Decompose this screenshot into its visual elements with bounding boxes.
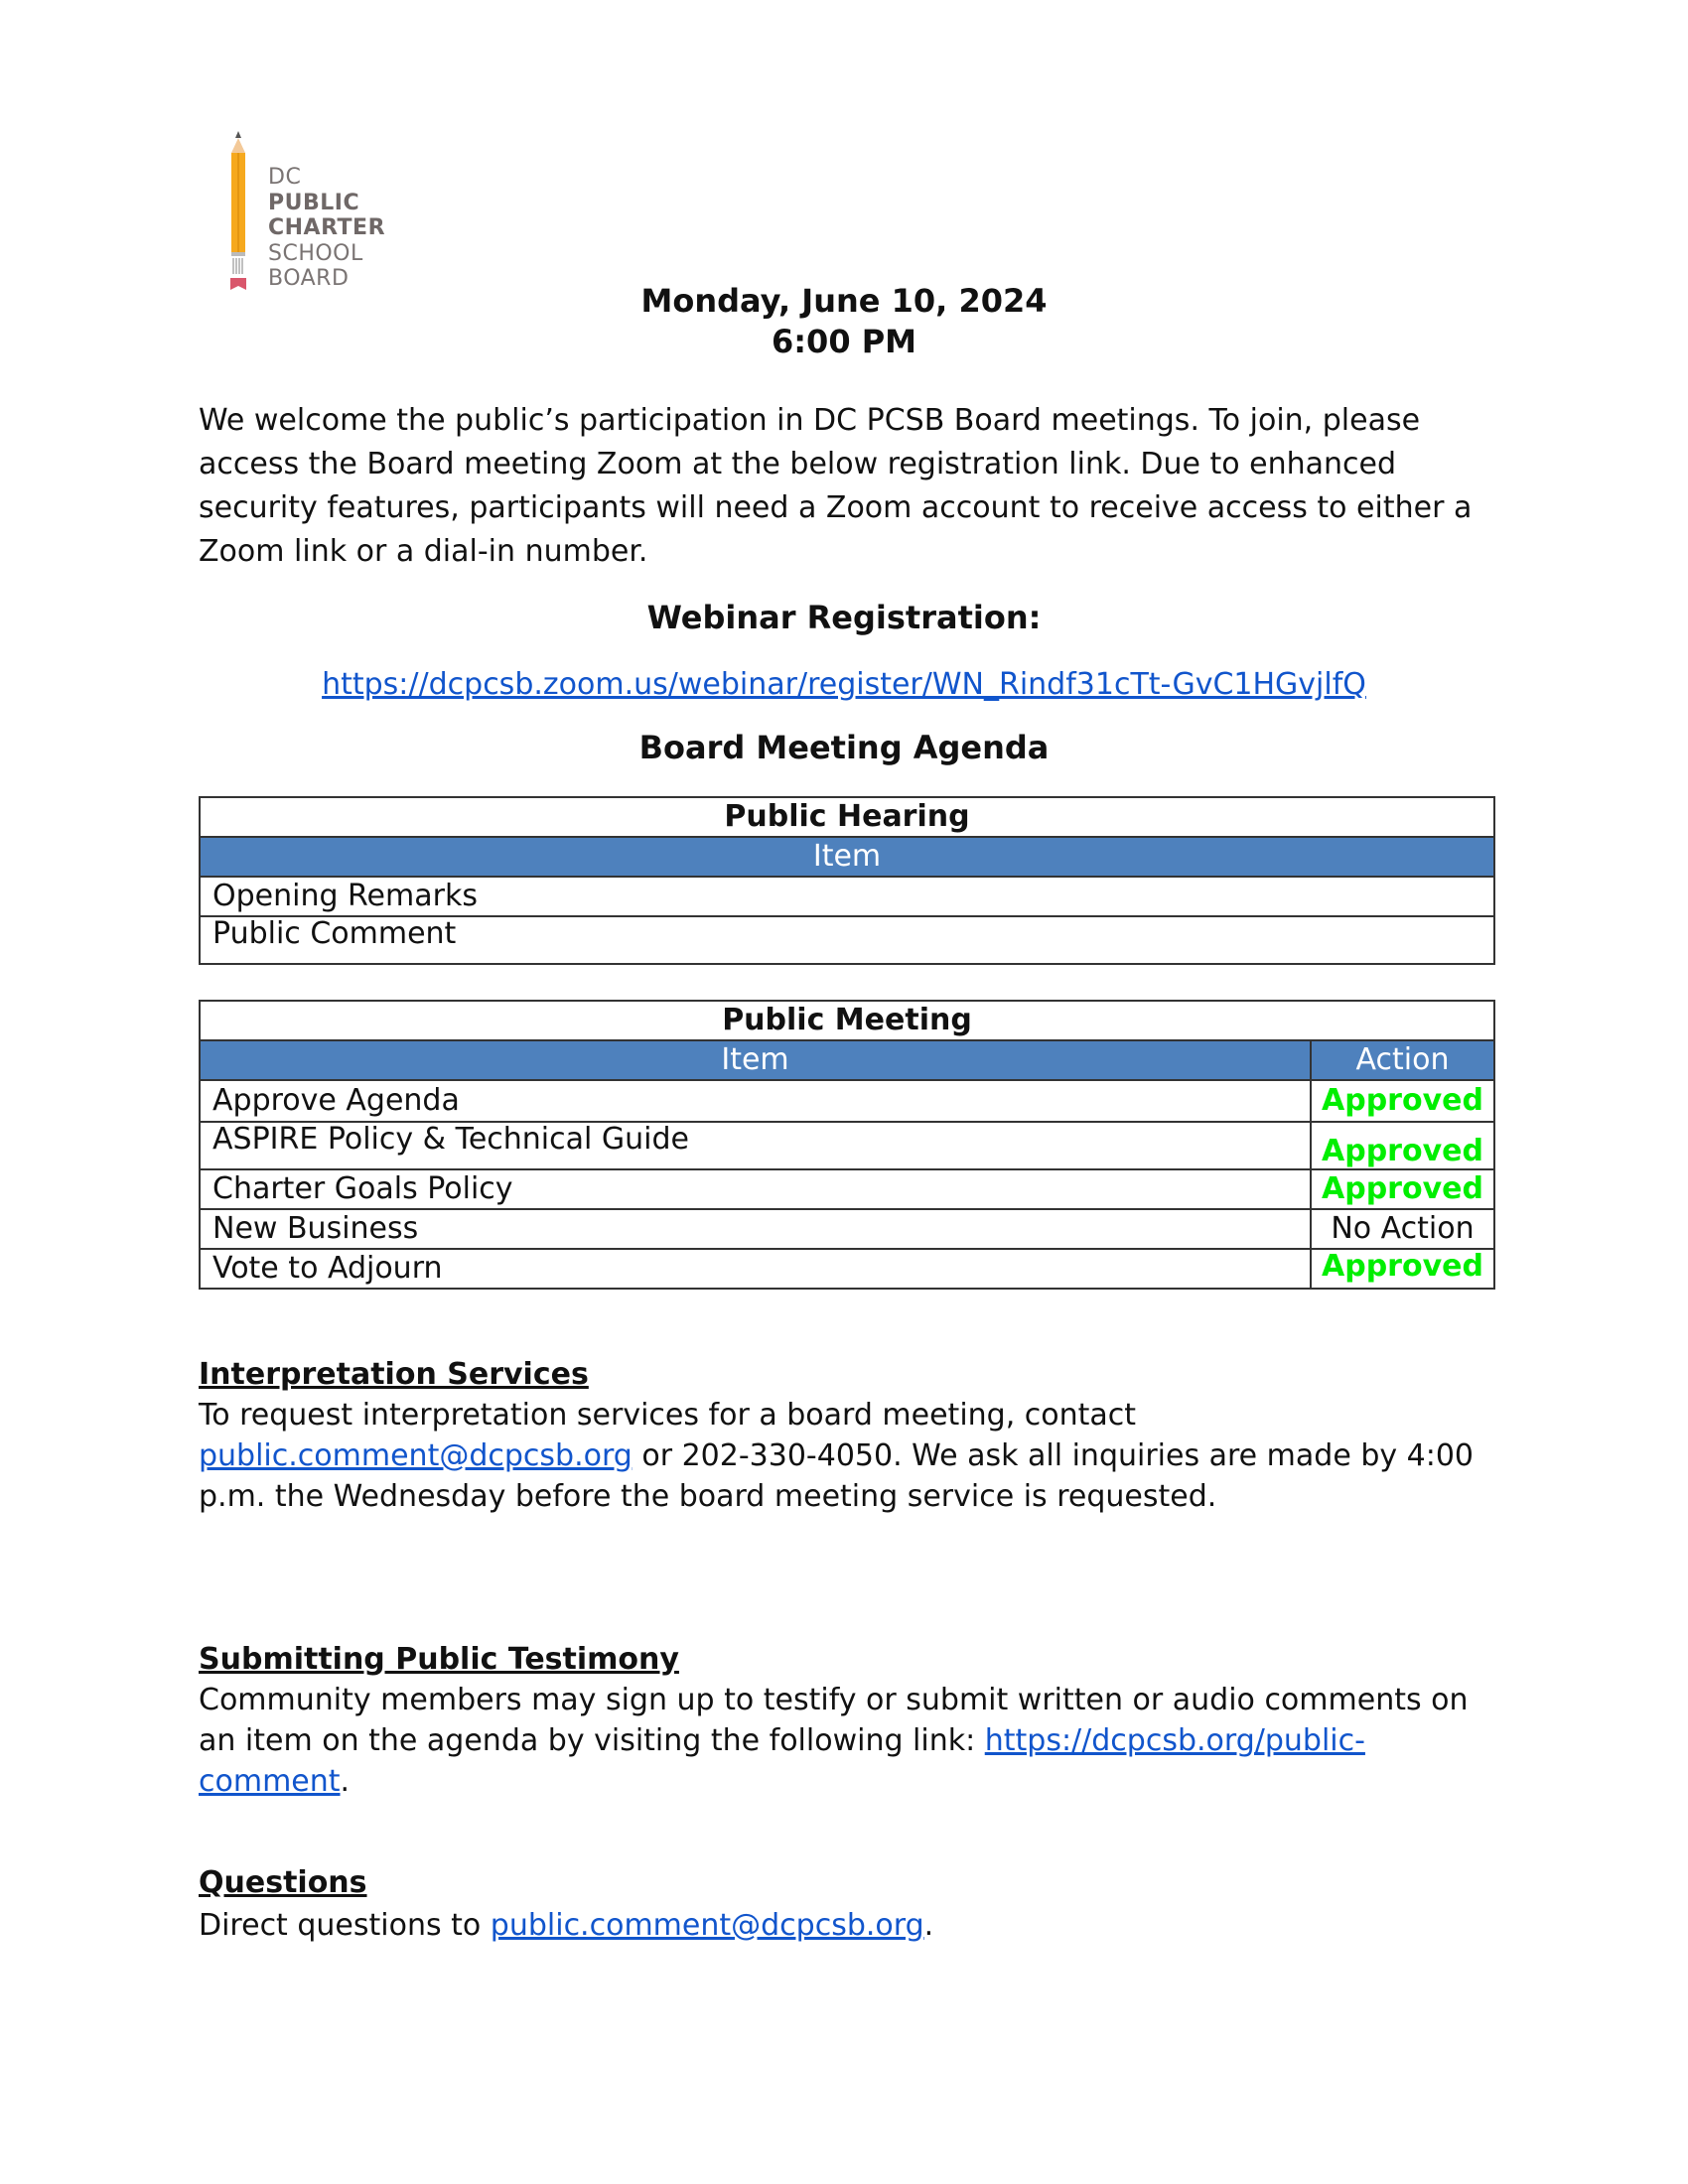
table-row	[200, 916, 1494, 964]
table-row	[200, 877, 1494, 916]
agenda-item: ASPIRE Policy & Technical Guide	[200, 1122, 1311, 1169]
interpretation-section	[199, 1354, 1499, 1517]
dc-pcsb-logo	[226, 129, 395, 296]
public-hearing-table	[199, 796, 1495, 965]
text-span: or 202-330-4050. We ask all inquiries are made by 4:00 p.m. the Wednesday before the board meeting service is requested.	[199, 1438, 1475, 1514]
logo-wordmark	[268, 165, 385, 292]
interpretation-email-link[interactable]: public.comment@dcpcsb.org	[199, 1438, 633, 1473]
public-comment-link[interactable]: https://dcpcsb.org/public-comment	[199, 1723, 1365, 1799]
status-badge: Approved	[1311, 1080, 1494, 1122]
public-hearing-title: Public Hearing	[200, 797, 1494, 837]
text-span: .	[340, 1764, 351, 1799]
agenda-item: Vote to Adjourn	[200, 1249, 1311, 1289]
public-meeting-table	[199, 1000, 1495, 1290]
questions-section	[199, 1862, 1499, 1946]
webinar-heading: Webinar Registration:	[646, 599, 1042, 636]
agenda-item: New Business	[200, 1209, 1311, 1249]
status-badge: No Action	[1311, 1209, 1494, 1249]
webinar-link-container	[0, 667, 1688, 702]
agenda-item: Approve Agenda	[200, 1080, 1311, 1122]
meeting-date: Monday, June 10, 2024	[640, 282, 1048, 320]
questions-email-link[interactable]: public.comment@dcpcsb.org	[490, 1908, 924, 1943]
item-column-header: Item	[200, 1040, 1311, 1080]
testimony-section	[199, 1639, 1499, 1802]
webinar-registration-link[interactable]: https://dcpcsb.zoom.us/webinar/register/WN_Rindf31cTt-GvC1HGvjlfQ	[322, 667, 1366, 702]
text-span: Community members may sign up to testify or submit written or audio comments on an item on the agenda by visiting the following link:	[199, 1683, 1469, 1758]
text-span: To request interpretation services for a board meeting, contact	[199, 1398, 1137, 1433]
table-row	[200, 1209, 1494, 1249]
meeting-time: 6:00 PM	[771, 323, 917, 360]
logo-line: SCHOOL	[268, 240, 363, 266]
meeting-datetime	[0, 281, 1688, 362]
logo-line: PUBLIC	[268, 190, 360, 215]
logo-line: CHARTER	[268, 215, 386, 240]
table-row	[200, 1249, 1494, 1289]
questions-heading: Questions	[199, 1865, 367, 1900]
testimony-text	[199, 1680, 1499, 1802]
status-badge: Approved	[1311, 1122, 1494, 1169]
logo-line: BOARD	[268, 266, 350, 291]
table-row	[200, 1080, 1494, 1122]
agenda-title: Board Meeting Agenda	[638, 729, 1050, 766]
status-badge: Approved	[1311, 1169, 1494, 1209]
agenda-item: Opening Remarks	[200, 877, 1494, 916]
testimony-heading: Submitting Public Testimony	[199, 1642, 679, 1677]
interpretation-text	[199, 1395, 1499, 1517]
public-meeting-title: Public Meeting	[200, 1001, 1494, 1040]
questions-text	[199, 1905, 1499, 1946]
item-column-header: Item	[200, 837, 1494, 877]
intro-paragraph: We welcome the public’s participation in DC PCSB Board meetings. To join, please access the Board meeting Zoom at the below registration link. Due to enhanced security features, participants will need a Zoom account to receive access to either a Zoom link or a dial-in number.	[199, 403, 1473, 569]
text-span: Direct questions to	[199, 1908, 491, 1943]
agenda-item: Charter Goals Policy	[200, 1169, 1311, 1209]
status-badge: Approved	[1311, 1249, 1494, 1289]
pencil-icon	[226, 129, 256, 296]
text-span: .	[923, 1908, 934, 1943]
agenda-item: Public Comment	[200, 916, 1494, 964]
action-column-header: Action	[1311, 1040, 1494, 1080]
table-row	[200, 1122, 1494, 1169]
interpretation-heading: Interpretation Services	[199, 1357, 589, 1392]
table-row	[200, 1169, 1494, 1209]
logo-line: DC	[268, 165, 302, 190]
